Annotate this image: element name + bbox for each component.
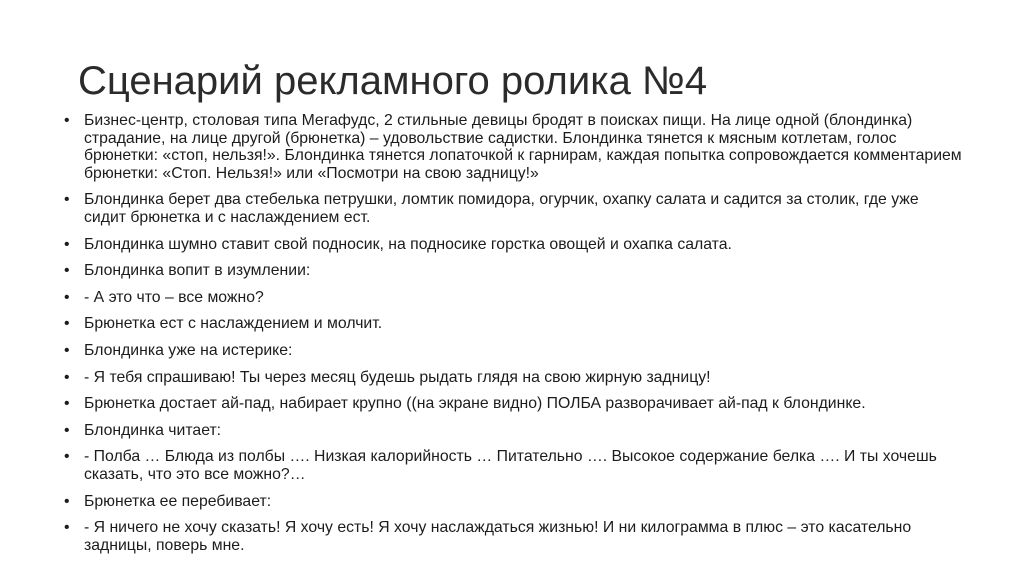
bullet-dot-icon: • <box>64 315 70 333</box>
bullet-dot-icon: • <box>64 492 70 510</box>
bullet-item <box>64 236 964 254</box>
bullet-text: - Я тебя спрашиваю! Ты через месяц будешь рыдать глядя на свою жирную задницу! <box>84 368 711 386</box>
bullet-item <box>64 262 964 280</box>
bullet-item <box>64 493 964 511</box>
bullet-dot-icon: • <box>64 235 70 253</box>
bullet-text: Брюнетка достает ай-пад, набирает крупно ((на экране видно) ПОЛБА разворачивает ай-пад к блондинке. <box>84 395 866 413</box>
bullet-text: Брюнетка ест с наслаждением и молчит. <box>84 315 383 333</box>
bullet-text: - А это что – все можно? <box>84 288 264 306</box>
bullet-text: Блондинка вопит в изумлении: <box>84 262 311 280</box>
bullet-list <box>64 112 964 563</box>
bullet-dot-icon: • <box>64 262 70 280</box>
bullet-text: Блондинка шумно ставит свой подносик, на подносике горстка овощей и охапка салата. <box>84 235 732 253</box>
bullet-text: Блондинка уже на истерике: <box>84 341 293 359</box>
bullet-text: - Я ничего не хочу сказать! Я хочу есть! Я хочу наслаждаться жизнью! И ни килограмма в плюс – это касательно задницы, поверь мне. <box>84 519 912 554</box>
bullet-dot-icon: • <box>64 191 70 209</box>
bullet-item <box>64 342 964 360</box>
bullet-dot-icon: • <box>64 395 70 413</box>
bullet-item <box>64 422 964 440</box>
bullet-text: Брюнетка ее перебивает: <box>84 492 272 510</box>
bullet-item <box>64 315 964 333</box>
bullet-item <box>64 448 964 483</box>
bullet-text: Бизнес-центр, столовая типа Мегафудс, 2 стильные девицы бродят в поисках пищи. На лице одной (блондинка) страдание, на лице другой (брюнетка) – удовольствие садистки. Блондинка тянется к мясным котлетам, голос брюнетки: «стоп, нельзя!». Блондинка тянется лопаточкой к гарнирам, каждая попытка сопровождается комментарием брюнетки: «Стоп. Нельзя!» или «Посмотри на свою задницу!» <box>84 112 962 182</box>
bullet-item <box>64 191 964 226</box>
bullet-text: Блондинка читает: <box>84 421 222 439</box>
slide-title: Сценарий рекламного ролика №4 <box>78 59 708 103</box>
bullet-item <box>64 289 964 307</box>
bullet-dot-icon: • <box>64 341 70 359</box>
bullet-item <box>64 112 964 182</box>
bullet-dot-icon: • <box>64 368 70 386</box>
bullet-text: Блондинка берет два стебелька петрушки, ломтик помидора, огурчик, охапку салата и садится за столик, где уже сидит брюнетка и с наслаждением ест. <box>84 191 919 226</box>
bullet-dot-icon: • <box>64 288 70 306</box>
bullet-dot-icon: • <box>64 112 70 129</box>
bullet-dot-icon: • <box>64 421 70 439</box>
bullet-dot-icon: • <box>64 519 70 537</box>
bullet-item <box>64 395 964 413</box>
bullet-item <box>64 369 964 387</box>
bullet-dot-icon: • <box>64 448 70 466</box>
bullet-text: - Полба … Блюда из полбы …. Низкая калорийность … Питательно …. Высокое содержание белка …. И ты хочешь сказать, что это все можно?… <box>84 448 937 483</box>
bullet-item <box>64 519 964 554</box>
